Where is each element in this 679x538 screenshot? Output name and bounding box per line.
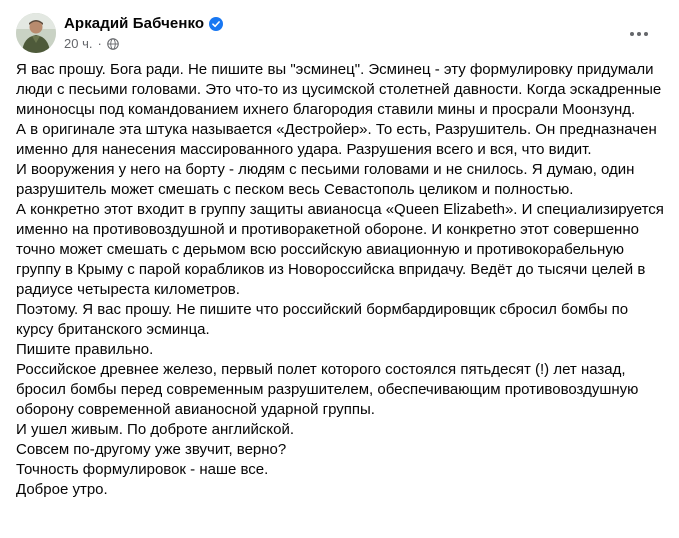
post-text-line: радиусе четыреста километров.: [16, 281, 240, 298]
verified-badge-icon: [209, 17, 223, 31]
post-subline: [64, 35, 223, 53]
post-text-line: Точность формулировок - наше все.: [16, 461, 269, 478]
more-options-button[interactable]: [621, 16, 657, 52]
post-text-line: Совсем по-другому уже звучит, верно?: [16, 441, 287, 458]
post-text-line: оборону современной авианосной ударной группы.: [16, 401, 375, 418]
post-text-line: бросил бомбы перед современным разрушителем, обеспечивающим противовоздушную: [16, 381, 639, 398]
post-text-line: Я вас прошу. Бога ради. Не пишите вы "эсминец". Эсминец - эту формулировку придумали: [16, 61, 654, 78]
post-text-line: группу в Крыму с парой корабликов из Новороссийска впридачу. Ведёт до тысячи целей в: [16, 261, 646, 278]
post-text-line: Пишите правильно.: [16, 341, 154, 358]
post-text-line: миноносцы под командованием ихнего благородия ставили мины и просрали Моонзунд.: [16, 101, 636, 118]
post-text-line: И ушел живым. По доброте английской.: [16, 421, 294, 438]
post-meta: [64, 14, 223, 53]
post-text-line: точно может смешать с дерьмом всю российскую авиационную и противокорабельную: [16, 241, 625, 258]
post-text-line: именно на противовоздушной и противоракетной обороне. И конкретно этот совершенно: [16, 221, 639, 238]
post-timestamp[interactable]: 20 ч.: [64, 36, 93, 51]
more-options-icon: [629, 31, 649, 37]
globe-icon[interactable]: [107, 38, 119, 50]
post-text-line: А конкретно этот входит в группу защиты авианосца «Queen Elizabeth». И специализируется: [16, 201, 664, 218]
post-text-line: Российское древнее железо, первый полет которого состоялся пятьдесят (!) лет назад,: [16, 361, 626, 378]
post-header: [16, 12, 663, 54]
post-text-line: курсу британского эсминца.: [16, 321, 210, 338]
avatar-photo-icon: [16, 13, 56, 53]
post-text-line: А в оригинале эта штука называется «Дестройер». То есть, Разрушитель. Он предназначен: [16, 121, 657, 138]
post-text-line: Поэтому. Я вас прошу. Не пишите что российский бормбардировщик сбросил бомбы по: [16, 301, 629, 318]
post-text-line: люди с песьими головами. Это что-то из цусимской столетней давности. Когда эскадренные: [16, 81, 662, 98]
author-name[interactable]: Аркадий Бабченко: [64, 15, 205, 32]
author-row: [64, 14, 223, 34]
post-text-line: И вооружения у него на борту - людям с песьими головами и не снилось. Я думаю, один: [16, 161, 635, 178]
separator-dot: ·: [97, 36, 102, 51]
post-text-line: разрушитель может смешать с песком весь Севастополь целиком и полностью.: [16, 181, 574, 198]
post-text: [16, 60, 666, 500]
author-avatar[interactable]: [16, 13, 56, 53]
post-text-line: именно для нанесения массированного удара. Разрушения всего и вся, что видит.: [16, 141, 592, 158]
post-text-line: Доброе утро.: [16, 481, 108, 498]
